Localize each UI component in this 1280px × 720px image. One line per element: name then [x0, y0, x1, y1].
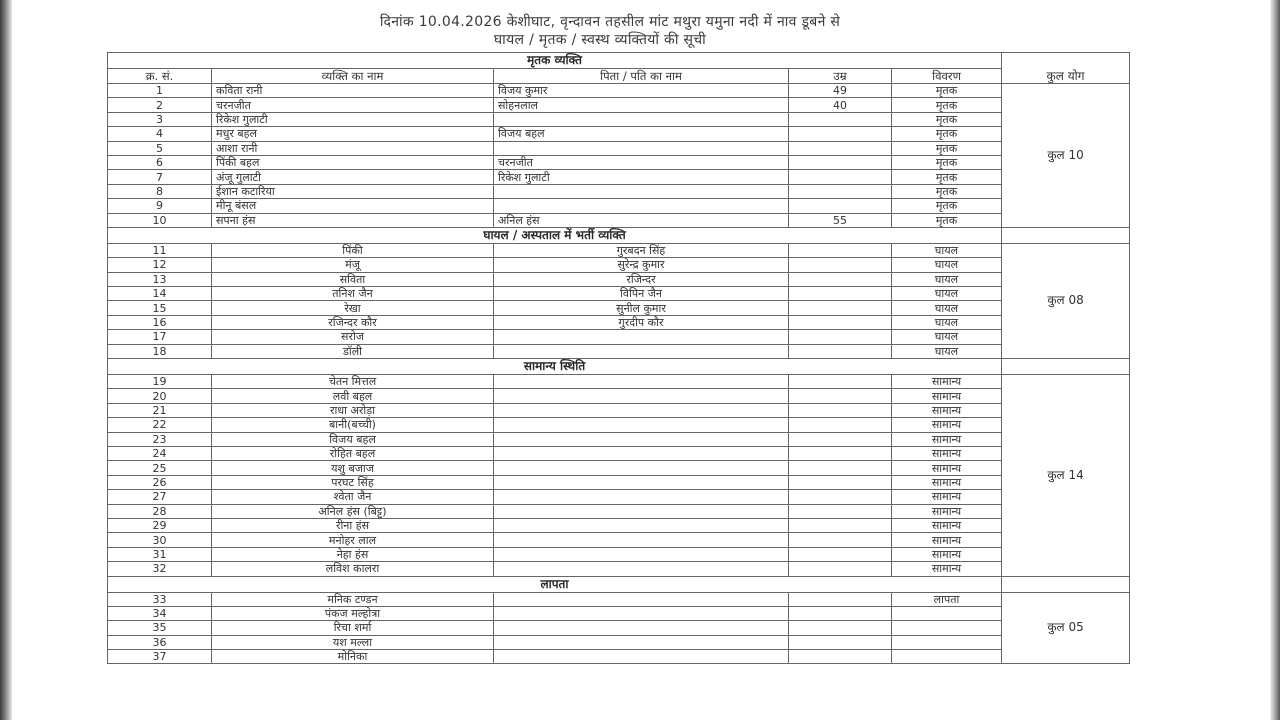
father-husband-name-cell — [494, 446, 789, 460]
age-cell — [789, 287, 892, 301]
table-row — [108, 155, 1130, 169]
age-cell — [789, 475, 892, 489]
person-name-cell: रीना हंस — [212, 518, 494, 532]
column-header-status: विवरण — [892, 69, 1002, 84]
table-row — [108, 446, 1130, 460]
section-title: लापता — [108, 576, 1002, 592]
age-cell: 40 — [789, 98, 892, 112]
age-cell — [789, 403, 892, 417]
person-name-cell: पिंकी बहल — [212, 155, 494, 169]
section-total-cell: कुल 14 — [1002, 375, 1130, 576]
serial-number-cell: 35 — [108, 621, 212, 635]
status-cell: सामान्य — [892, 475, 1002, 489]
status-cell: मृतक — [892, 213, 1002, 227]
person-name-cell: बानी(बच्ची) — [212, 418, 494, 432]
status-cell: घायल — [892, 272, 1002, 286]
status-cell: सामान्य — [892, 375, 1002, 389]
section-title: घायल / अस्पताल में भर्ती व्यक्ति — [108, 227, 1002, 243]
age-cell — [789, 272, 892, 286]
serial-number-cell: 17 — [108, 330, 212, 344]
age-cell — [789, 184, 892, 198]
father-husband-name-cell — [494, 112, 789, 126]
person-name-cell: डॉली — [212, 344, 494, 358]
table-row — [108, 518, 1130, 532]
serial-number-cell: 34 — [108, 606, 212, 620]
father-husband-name-cell — [494, 432, 789, 446]
status-cell: मृतक — [892, 199, 1002, 213]
status-cell: घायल — [892, 344, 1002, 358]
person-name-cell: रिचा शर्मा — [212, 621, 494, 635]
father-husband-name-cell — [494, 621, 789, 635]
serial-number-cell: 36 — [108, 635, 212, 649]
table-row — [108, 84, 1130, 98]
serial-number-cell: 29 — [108, 518, 212, 532]
person-name-cell: मनोहर लाल — [212, 533, 494, 547]
age-cell — [789, 432, 892, 446]
father-husband-name-cell — [494, 518, 789, 532]
section-title-row — [108, 576, 1130, 592]
status-cell: घायल — [892, 287, 1002, 301]
age-cell — [789, 606, 892, 620]
father-husband-name-cell — [494, 635, 789, 649]
status-cell: मृतक — [892, 127, 1002, 141]
table-row — [108, 621, 1130, 635]
age-cell — [789, 199, 892, 213]
status-cell: मृतक — [892, 84, 1002, 98]
person-name-cell: चेतन मित्तल — [212, 375, 494, 389]
serial-number-cell: 28 — [108, 504, 212, 518]
serial-number-cell: 19 — [108, 375, 212, 389]
table-row — [108, 403, 1130, 417]
serial-number-cell: 4 — [108, 127, 212, 141]
status-cell: सामान्य — [892, 432, 1002, 446]
father-husband-name-cell — [494, 533, 789, 547]
serial-number-cell: 25 — [108, 461, 212, 475]
column-header-name: व्यक्ति का नाम — [212, 69, 494, 84]
status-cell: घायल — [892, 258, 1002, 272]
serial-number-cell: 14 — [108, 287, 212, 301]
table-row — [108, 170, 1130, 184]
table-row — [108, 490, 1130, 504]
section-title: मृतक व्यक्ति — [108, 53, 1002, 69]
age-cell — [789, 504, 892, 518]
person-name-cell: रेखा — [212, 301, 494, 315]
status-cell: घायल — [892, 315, 1002, 329]
father-husband-name-cell: रजिन्दर — [494, 272, 789, 286]
status-cell: सामान्य — [892, 446, 1002, 460]
person-name-cell: पंकज मल्होत्रा — [212, 606, 494, 620]
father-husband-name-cell: विपिन जैन — [494, 287, 789, 301]
table-row — [108, 258, 1130, 272]
person-name-cell: यश मल्ला — [212, 635, 494, 649]
serial-number-cell: 5 — [108, 141, 212, 155]
person-name-cell: रजिन्दर कौर — [212, 315, 494, 329]
status-cell — [892, 621, 1002, 635]
status-cell: सामान्य — [892, 490, 1002, 504]
table-row — [108, 315, 1130, 329]
age-cell — [789, 330, 892, 344]
section-total-cell: कुल 08 — [1002, 243, 1130, 358]
father-husband-name-cell — [494, 330, 789, 344]
table-row — [108, 287, 1130, 301]
status-cell: मृतक — [892, 170, 1002, 184]
age-cell — [789, 243, 892, 257]
table-row — [108, 592, 1130, 606]
status-cell — [892, 606, 1002, 620]
age-cell — [789, 170, 892, 184]
table-row — [108, 635, 1130, 649]
age-cell — [789, 301, 892, 315]
section-title: सामान्य स्थिति — [108, 359, 1002, 375]
person-name-cell: सरोज — [212, 330, 494, 344]
serial-number-cell: 7 — [108, 170, 212, 184]
total-spacer-cell — [1002, 576, 1130, 592]
section-title-row — [108, 227, 1130, 243]
serial-number-cell: 9 — [108, 199, 212, 213]
column-header-sno: क्र. सं. — [108, 69, 212, 84]
person-name-cell: श्वेता जैन — [212, 490, 494, 504]
person-name-cell: मनिक टण्डन — [212, 592, 494, 606]
age-cell: 49 — [789, 84, 892, 98]
age-cell — [789, 155, 892, 169]
serial-number-cell: 13 — [108, 272, 212, 286]
age-cell — [789, 621, 892, 635]
table-row — [108, 461, 1130, 475]
table-row — [108, 475, 1130, 489]
father-husband-name-cell — [494, 650, 789, 664]
age-cell — [789, 258, 892, 272]
age-cell — [789, 344, 892, 358]
father-husband-name-cell: विजय कुमार — [494, 84, 789, 98]
serial-number-cell: 22 — [108, 418, 212, 432]
table-row — [108, 344, 1130, 358]
father-husband-name-cell: गुरदीप कौर — [494, 315, 789, 329]
person-name-cell: राधा अरोड़ा — [212, 403, 494, 417]
table-row — [108, 272, 1130, 286]
section-title-row — [108, 359, 1130, 375]
father-husband-name-cell — [494, 344, 789, 358]
table-row — [108, 213, 1130, 227]
status-cell: मृतक — [892, 112, 1002, 126]
father-husband-name-cell: चरनजीत — [494, 155, 789, 169]
person-name-cell: पिंकी — [212, 243, 494, 257]
person-name-cell: रिकेश गुलाटी — [212, 112, 494, 126]
section-total-cell: कुल 10 — [1002, 84, 1130, 228]
table-row — [108, 562, 1130, 576]
table-row — [108, 375, 1130, 389]
serial-number-cell: 27 — [108, 490, 212, 504]
person-name-cell: मोनिका — [212, 650, 494, 664]
table-row — [108, 389, 1130, 403]
victims-list-table — [107, 52, 1130, 664]
father-husband-name-cell: रिकेश गुलाटी — [494, 170, 789, 184]
father-husband-name-cell — [494, 403, 789, 417]
status-cell: सामान्य — [892, 547, 1002, 561]
person-name-cell: विजय बहल — [212, 432, 494, 446]
father-husband-name-cell — [494, 184, 789, 198]
serial-number-cell: 10 — [108, 213, 212, 227]
serial-number-cell: 16 — [108, 315, 212, 329]
age-cell — [789, 112, 892, 126]
age-cell — [789, 127, 892, 141]
serial-number-cell: 1 — [108, 84, 212, 98]
serial-number-cell: 15 — [108, 301, 212, 315]
person-name-cell: कविता रानी — [212, 84, 494, 98]
father-husband-name-cell — [494, 504, 789, 518]
person-name-cell: चरनजीत — [212, 98, 494, 112]
father-husband-name-cell — [494, 490, 789, 504]
person-name-cell: सविता — [212, 272, 494, 286]
father-husband-name-cell: सोहनलाल — [494, 98, 789, 112]
status-cell: मृतक — [892, 184, 1002, 198]
table-row — [108, 330, 1130, 344]
age-cell: 55 — [789, 213, 892, 227]
table-row — [108, 547, 1130, 561]
table-row — [108, 243, 1130, 257]
father-husband-name-cell — [494, 389, 789, 403]
age-cell — [789, 635, 892, 649]
status-cell: सामान्य — [892, 403, 1002, 417]
father-husband-name-cell: सुनील कुमार — [494, 301, 789, 315]
status-cell — [892, 650, 1002, 664]
father-husband-name-cell — [494, 547, 789, 561]
age-cell — [789, 547, 892, 561]
serial-number-cell: 26 — [108, 475, 212, 489]
total-spacer-cell — [1002, 227, 1130, 243]
person-name-cell: नेहा हंस — [212, 547, 494, 561]
person-name-cell: ईशान कटारिया — [212, 184, 494, 198]
status-cell — [892, 635, 1002, 649]
age-cell — [789, 375, 892, 389]
table-row — [108, 606, 1130, 620]
status-cell: लापता — [892, 592, 1002, 606]
age-cell — [789, 518, 892, 532]
status-cell: मृतक — [892, 98, 1002, 112]
serial-number-cell: 21 — [108, 403, 212, 417]
status-cell: सामान्य — [892, 562, 1002, 576]
father-husband-name-cell — [494, 141, 789, 155]
table-row — [108, 199, 1130, 213]
person-name-cell: सपना हंस — [212, 213, 494, 227]
column-header-father: पिता / पति का नाम — [494, 69, 789, 84]
status-cell: घायल — [892, 243, 1002, 257]
age-cell — [789, 533, 892, 547]
person-name-cell: परघट सिंह — [212, 475, 494, 489]
table-row — [108, 533, 1130, 547]
age-cell — [789, 418, 892, 432]
person-name-cell: लवी बहल — [212, 389, 494, 403]
person-name-cell: तनिश जैन — [212, 287, 494, 301]
age-cell — [789, 389, 892, 403]
person-name-cell: मंजू — [212, 258, 494, 272]
age-cell — [789, 461, 892, 475]
person-name-cell: यशु बजाज — [212, 461, 494, 475]
father-husband-name-cell — [494, 606, 789, 620]
serial-number-cell: 3 — [108, 112, 212, 126]
person-name-cell: अंजू गुलाटी — [212, 170, 494, 184]
serial-number-cell: 24 — [108, 446, 212, 460]
table-row — [108, 301, 1130, 315]
serial-number-cell: 30 — [108, 533, 212, 547]
table-row — [108, 418, 1130, 432]
father-husband-name-cell — [494, 562, 789, 576]
status-cell: सामान्य — [892, 389, 1002, 403]
age-cell — [789, 141, 892, 155]
serial-number-cell: 23 — [108, 432, 212, 446]
table-row — [108, 141, 1130, 155]
person-name-cell: अनिल हंस (बिट्टू) — [212, 504, 494, 518]
status-cell: मृतक — [892, 155, 1002, 169]
table-row — [108, 650, 1130, 664]
serial-number-cell: 18 — [108, 344, 212, 358]
serial-number-cell: 32 — [108, 562, 212, 576]
father-husband-name-cell — [494, 418, 789, 432]
table-row — [108, 112, 1130, 126]
serial-number-cell: 31 — [108, 547, 212, 561]
total-spacer-cell — [1002, 359, 1130, 375]
column-header-total: कुल योग — [1002, 53, 1130, 84]
father-husband-name-cell — [494, 375, 789, 389]
table-row — [108, 504, 1130, 518]
document-heading-line2: घायल / मृतक / स्वस्थ व्यक्तियों की सूची — [493, 32, 707, 48]
column-header-age: उम्र — [789, 69, 892, 84]
father-husband-name-cell: विजय बहल — [494, 127, 789, 141]
age-cell — [789, 446, 892, 460]
status-cell: सामान्य — [892, 418, 1002, 432]
person-name-cell: मीनू बंसल — [212, 199, 494, 213]
status-cell: सामान्य — [892, 533, 1002, 547]
serial-number-cell: 6 — [108, 155, 212, 169]
father-husband-name-cell: अनिल हंस — [494, 213, 789, 227]
section-total-cell: कुल 05 — [1002, 592, 1130, 664]
father-husband-name-cell — [494, 461, 789, 475]
father-husband-name-cell: गुरबदन सिंह — [494, 243, 789, 257]
serial-number-cell: 12 — [108, 258, 212, 272]
document-heading-line1: दिनांक 10.04.2026 केशीघाट, वृन्दावन तहसील मांट मथुरा यमुना नदी में नाव डूबने से — [379, 14, 841, 30]
status-cell: घायल — [892, 301, 1002, 315]
table-row — [108, 127, 1130, 141]
father-husband-name-cell — [494, 475, 789, 489]
status-cell: मृतक — [892, 141, 1002, 155]
serial-number-cell: 33 — [108, 592, 212, 606]
age-cell — [789, 650, 892, 664]
age-cell — [789, 562, 892, 576]
serial-number-cell: 11 — [108, 243, 212, 257]
serial-number-cell: 2 — [108, 98, 212, 112]
table-row — [108, 432, 1130, 446]
father-husband-name-cell — [494, 592, 789, 606]
age-cell — [789, 490, 892, 504]
scan-edge-right — [1270, 0, 1280, 720]
father-husband-name-cell: सुरेन्द्र कुमार — [494, 258, 789, 272]
person-name-cell: आशा रानी — [212, 141, 494, 155]
age-cell — [789, 592, 892, 606]
person-name-cell: रोहित बहल — [212, 446, 494, 460]
table-row — [108, 98, 1130, 112]
father-husband-name-cell — [494, 199, 789, 213]
column-header-row — [108, 69, 1130, 84]
status-cell: सामान्य — [892, 518, 1002, 532]
person-name-cell: लविश कालरा — [212, 562, 494, 576]
serial-number-cell: 8 — [108, 184, 212, 198]
serial-number-cell: 37 — [108, 650, 212, 664]
person-name-cell: मधुर बहल — [212, 127, 494, 141]
status-cell: घायल — [892, 330, 1002, 344]
status-cell: सामान्य — [892, 504, 1002, 518]
scan-edge-left — [0, 0, 12, 720]
serial-number-cell: 20 — [108, 389, 212, 403]
table-row — [108, 184, 1130, 198]
status-cell: सामान्य — [892, 461, 1002, 475]
section-title-row — [108, 53, 1130, 69]
age-cell — [789, 315, 892, 329]
